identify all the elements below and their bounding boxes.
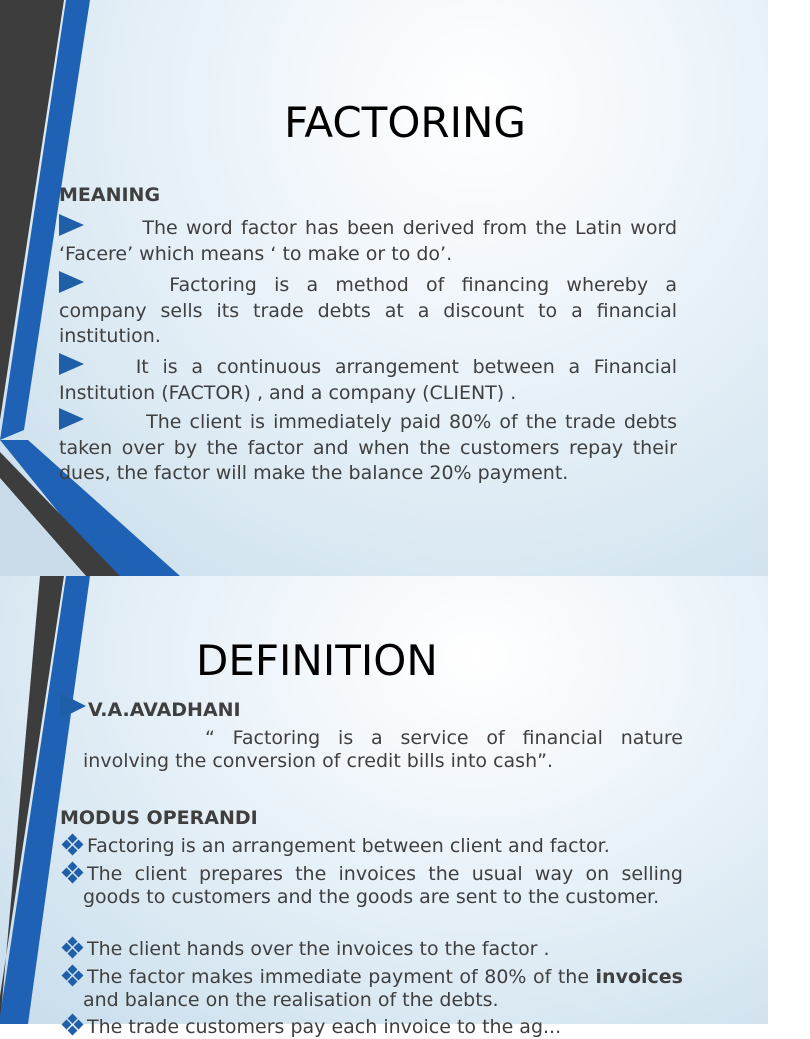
meaning-heading: MEANING — [59, 184, 161, 206]
bullet-item: Factoring is a method of financing whereby a company sells its trade debts at a discount to a financial institution. — [59, 271, 677, 350]
list-item-cut-off: The trade customers pay each invoice to the ag... — [87, 1016, 562, 1038]
list-item: The client prepares the invoices the usual way on selling goods to customers and the goods are sent to the customer. — [83, 863, 683, 908]
triangle-bullet-icon — [59, 214, 84, 236]
triangle-bullet-icon — [60, 693, 86, 719]
bullet-item: The client is immediately paid 80% of the trade debts taken over by the factor and when the customers repay their dues, the factor will make the balance 20% payment. — [59, 408, 677, 487]
author-name: V.A.AVADHANI — [88, 699, 241, 721]
bullet-item: The word factor has been derived from the Latin word ‘Facere’ which means ‘ to make or to do’. — [59, 214, 677, 267]
list-item: Factoring is an arrangement between client and factor. — [87, 835, 610, 857]
triangle-bullet-icon — [59, 271, 84, 293]
slide-definition — [0, 576, 768, 1038]
definition-quote: “ Factoring is a service of financial nature involving the conversion of credit bills into cash”. — [83, 727, 683, 772]
triangle-bullet-icon — [59, 408, 84, 430]
bullet-item: It is a continuous arrangement between a Financial Institution (FACTOR) , and a company (CLIENT) . — [59, 353, 677, 406]
slide-title: FACTORING — [284, 98, 526, 147]
slide-title: DEFINITION — [196, 636, 438, 685]
modus-operandi-heading: MODUS OPERANDI — [60, 807, 258, 829]
list-item: The client hands over the invoices to the factor . — [87, 938, 550, 960]
list-item: The factor makes immediate payment of 80% of the invoices and balance on the realisation of the debts. — [83, 966, 683, 1011]
triangle-bullet-icon — [59, 353, 84, 375]
